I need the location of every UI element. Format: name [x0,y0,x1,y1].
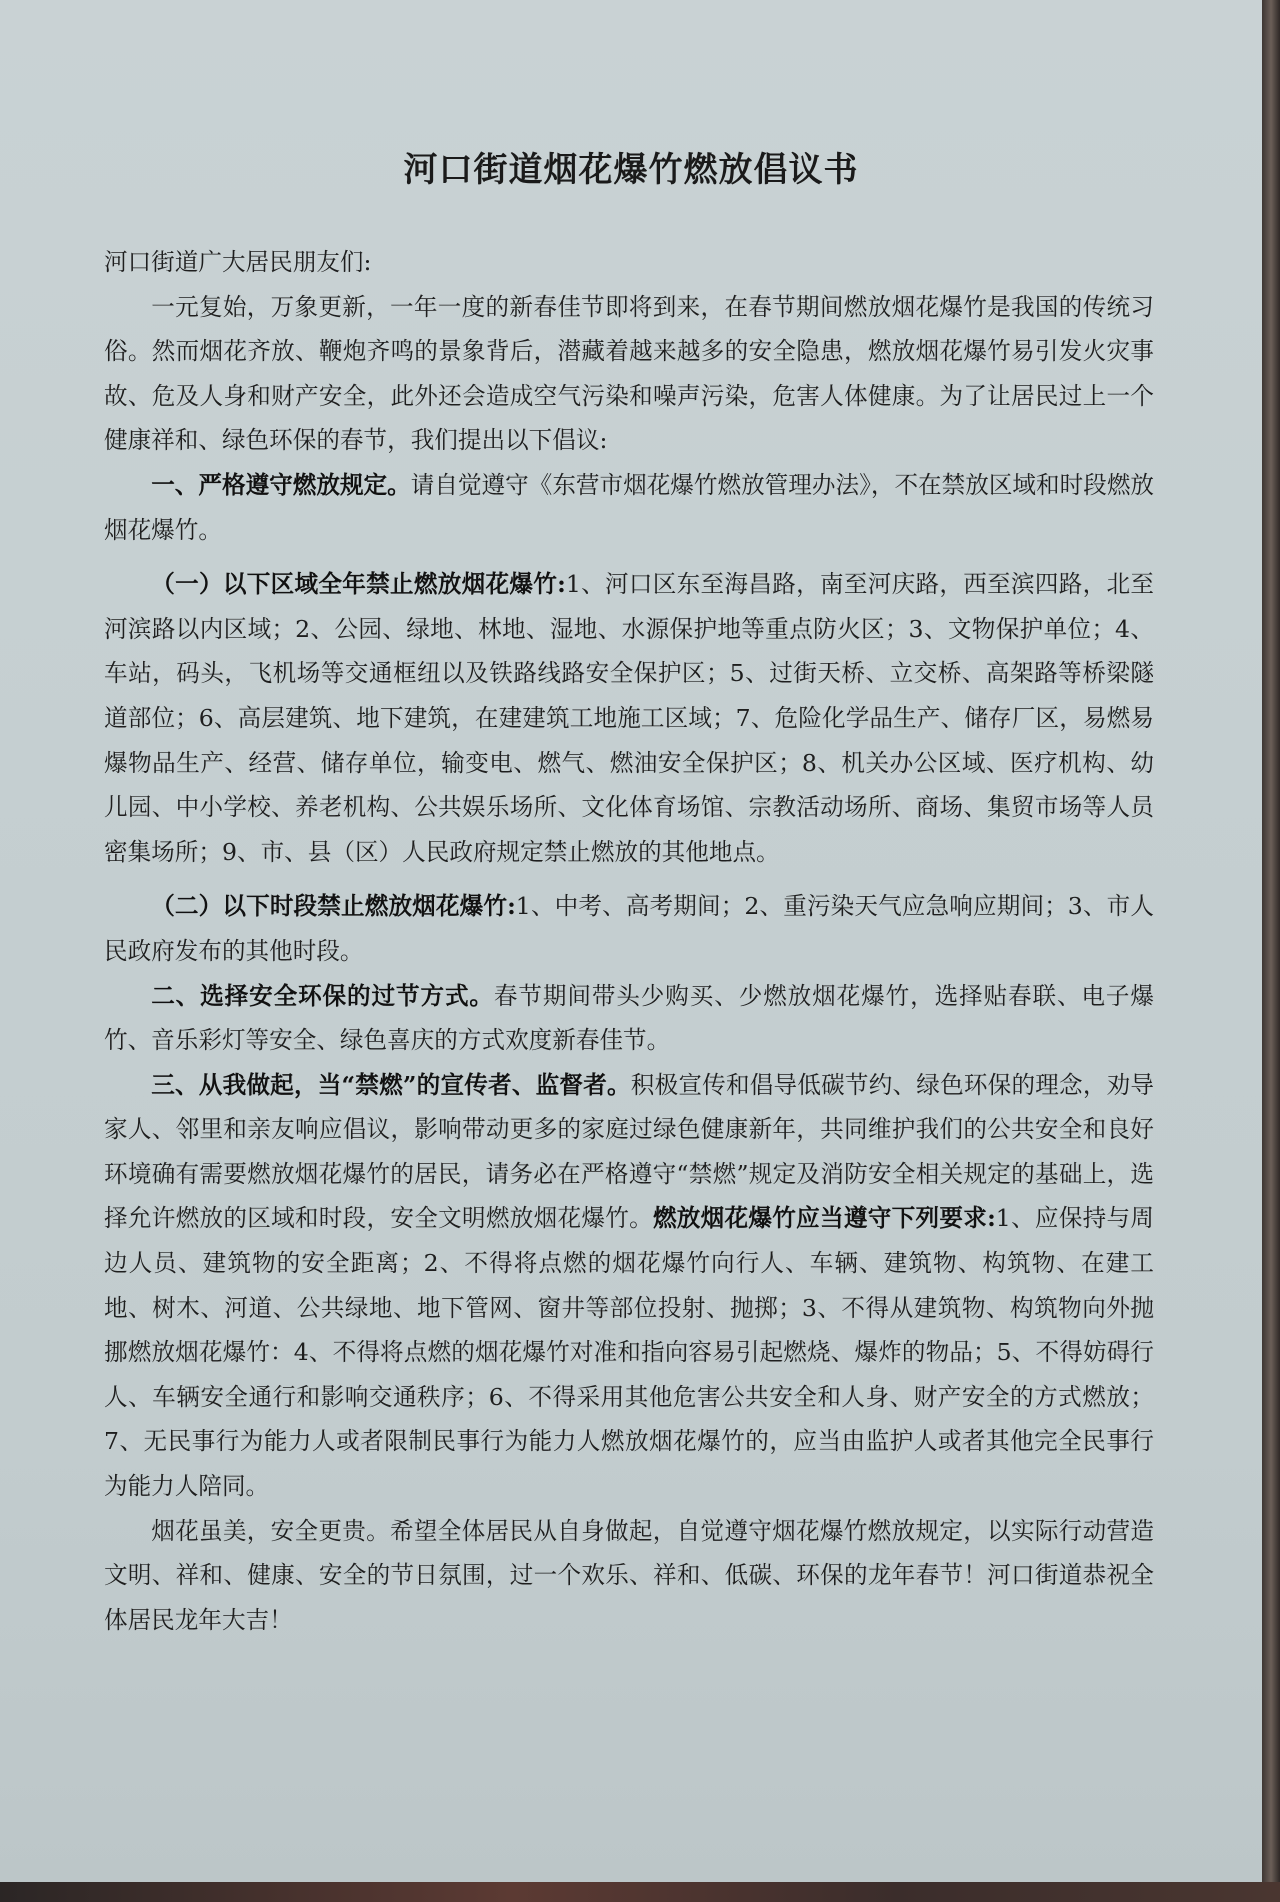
intro-paragraph: 一元复始，万象更新，一年一度的新春佳节即将到来，在春节期间燃放烟花爆竹是我国的传统习俗。然而烟花齐放、鞭炮齐鸣的景象背后，潜藏着越来越多的安全隐患，燃放烟花爆竹易引发火灾事故、危及人身和财产安全，此外还会造成空气污染和噪声污染，危害人体健康。为了让居民过上一个健康祥和、绿色环保的春节，我们提出以下倡议: [104,292,1154,455]
document-title: 河口街道烟花爆竹燃放倡议书 [403,150,859,190]
section-3-subheading: 燃放烟花爆竹应当遵守下列要求: [652,1204,996,1233]
background-edge [1262,0,1280,1902]
closing-paragraph: 烟花虽美，安全更贵。希望全体居民从自身做起，自觉遵守烟花爆竹燃放规定，以实际行动营造文明、祥和、健康、安全的节日氛围，过一个欢乐、祥和、低碳、环保的龙年春节！河口街道恭祝全体居民龙年大吉！ [104,1516,1154,1634]
section-1-heading: 一、严格遵守燃放规定。 [151,470,411,499]
section-3-subtext: 1、应保持与周边人员、建筑物的安全距离；2、不得将点燃的烟花爆竹向行人、车辆、建筑物、构筑物、在建工地、树木、河道、公共绿地、地下管网、窗井等部位投射、抛掷；3、不得从建筑物、构筑物向外抛挪燃放烟花爆竹：4、不得将点燃的烟花爆竹对准和指向容易引起燃烧、爆炸的物品；5、不得妨碍行人、车辆安全通行和影响交通秩序；6、不得采用其他危害公共安全和人身、财产安全的方式燃放；7、无民事行为能力人或者限制民事行为能力人燃放烟花爆竹的，应当由监护人或者其他完全民事行为能力人陪同。 [104,1204,1154,1501]
section-3-text: 积极宣传和倡导低碳节约、绿色环保的理念，劝导家人、邻里和亲友响应倡议，影响带动更多的家庭过绿色健康新年，共同维护我们的公共安全和良好环境确有需要燃放烟花爆竹的居民，请务必在严格遵守“禁燃”规定及消防安全相关规定的基础上，选择允许燃放的区域和时段，安全文明燃放烟花爆竹。 [104,1070,1155,1233]
section-3-paragraph [104,1063,1154,1509]
section-1a-text: 1、河口区东至海昌路，南至河庆路，西至滨四路，北至河滨路以内区域；2、公园、绿地、林地、湿地、水源保护地等重点防火区；3、文物保护单位；4、车站，码头，飞机场等交通框纽以及铁路线路安全保护区；5、过街天桥、立交桥、高架路等桥梁隧道部位；6、高层建筑、地下建筑，在建建筑工地施工区域；7、危险化学品生产、储存厂区，易燃易爆物品生产、经营、储存单位，输变电、燃气、燃油安全保护区；8、机关办公区域、医疗机构、幼儿园、中小学校、养老机构、公共娱乐场所、文化体育场馆、宗教活动场所、商场、集贸市场等人员密集场所；9、市、县（区）人民政府规定禁止燃放的其他地点。 [104,570,1154,866]
section-1b-text: 1、中考、高考期间；2、重污染天气应急响应期间；3、市人民政府发布的其他时段。 [104,892,1154,965]
section-2-paragraph [104,974,1154,1063]
section-1a-paragraph [104,562,1154,874]
salutation: 河口街道广大居民朋友们: [104,248,372,276]
background-bottom-strip [0,1882,1280,1902]
section-1a-heading: （一）以下区域全年禁止燃放烟花爆竹: [151,570,566,599]
section-1b-paragraph [104,884,1154,973]
section-1b-heading: （二）以下时段禁止燃放烟花爆竹: [151,892,516,921]
section-1-paragraph [104,463,1154,552]
section-1-text: 请自觉遵守《东营市烟花爆竹燃放管理办法》，不在禁放区域和时段燃放烟花爆竹。 [104,470,1155,544]
document-body [104,240,1154,1642]
section-3-heading: 三、从我做起，当“禁燃”的宣传者、监督者。 [151,1070,631,1099]
section-2-text: 春节期间带头少购买、少燃放烟花爆竹，选择贴春联、电子爆竹、音乐彩灯等安全、绿色喜庆的方式欢度新春佳节。 [104,981,1155,1055]
section-2-heading: 二、选择安全环保的过节方式。 [151,981,494,1010]
